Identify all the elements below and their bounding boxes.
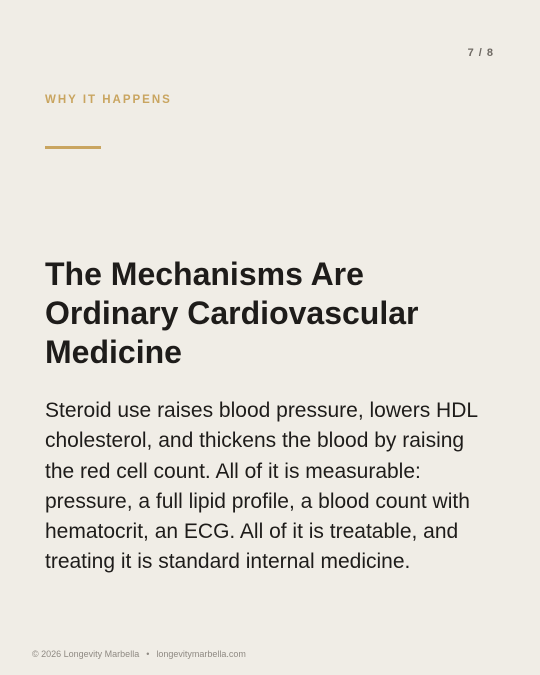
section-eyebrow: WHY IT HAPPENS bbox=[45, 94, 172, 106]
accent-divider bbox=[45, 146, 101, 149]
footer bbox=[32, 649, 246, 659]
body-paragraph: Steroid use raises blood pressure, lowers HDL cholesterol, and thickens the blood by raising the red cell count. All of it is measurable: pressure, a full lipid profile, a blood count with hematocrit, an ECG. All of it is treatable, and treating it is standard internal medicine. bbox=[45, 399, 478, 574]
page-counter: 7 / 8 bbox=[467, 47, 494, 59]
footer-separator: • bbox=[146, 649, 150, 659]
page-title: The Mechanisms Are Ordinary Cardiovascular Medicine bbox=[45, 256, 419, 370]
footer-copyright: © 2026 Longevity Marbella bbox=[32, 649, 140, 659]
footer-website-link[interactable]: longevitymarbella.com bbox=[156, 649, 246, 659]
